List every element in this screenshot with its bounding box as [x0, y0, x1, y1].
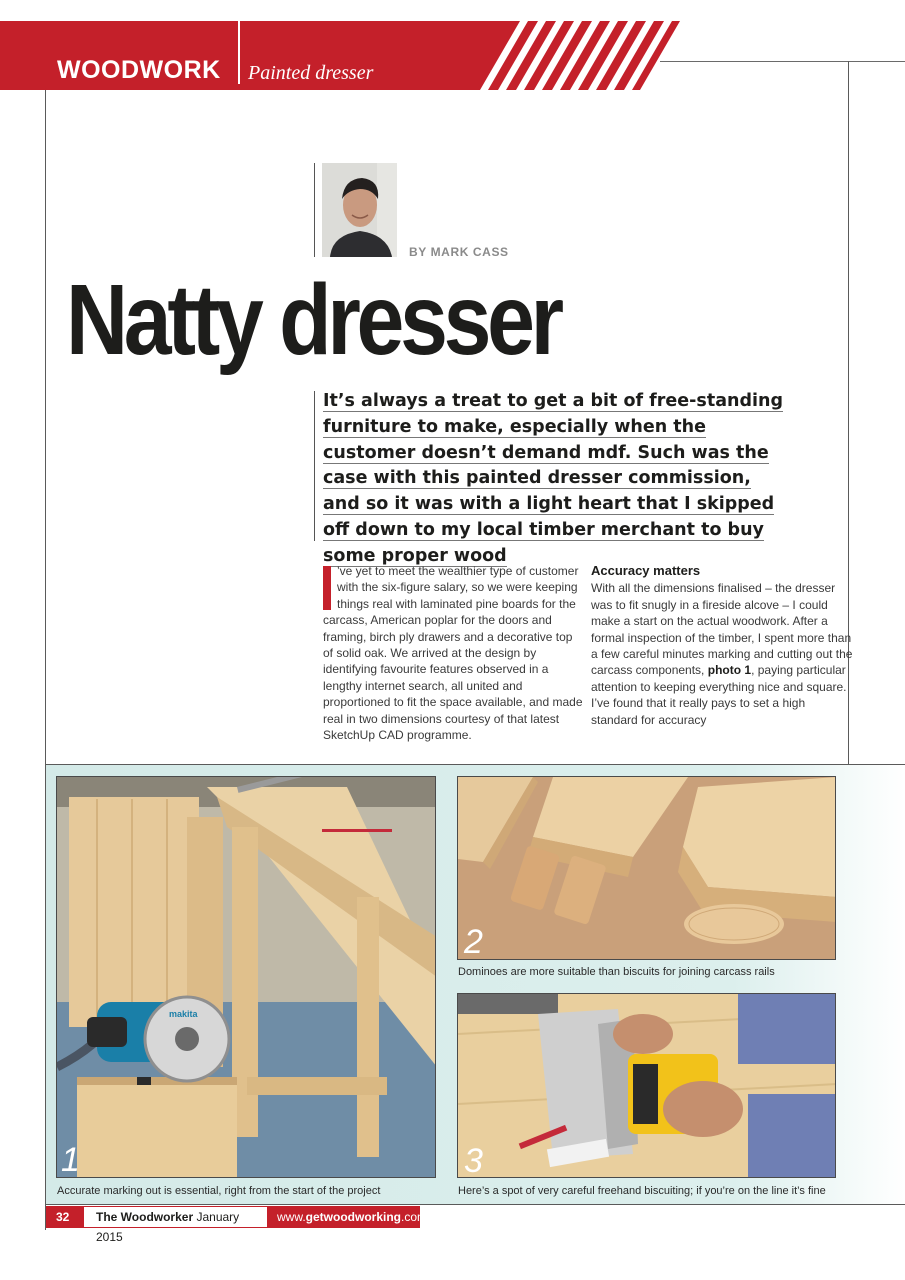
photo-2-number: 2: [464, 923, 483, 960]
intro-paragraph: ’ve yet to meet the wealthier type of customer with the six-figure salary, so we were keeping things real with laminated pine boards for the carcass, American poplar for the doors and framing, birch ply drawers and a decorative top of solid oak. We arrived at the design by identifying favourite features observed in a lengthy internet search, all united and proportioned to fit the space available, and made real in two dimensions courtesy of that latest SketchUp CAD programme.: [323, 564, 583, 743]
website-link[interactable]: [268, 1206, 428, 1228]
section-subtitle: Painted dresser: [248, 62, 374, 84]
header-divider: [238, 21, 240, 84]
magazine-title: The Woodworker: [96, 1210, 194, 1224]
paragraph-2-end: , paying particular attention to keeping everything nice and square. I’ve found that it really pays to set a high standard for accuracy: [591, 663, 847, 727]
footer-rule: [46, 1204, 905, 1205]
photo-1-caption: Accurate marking out is essential, right from the start of the project: [57, 1185, 381, 1197]
standfirst: [323, 389, 793, 570]
subhead-accuracy: Accuracy matters: [591, 563, 701, 578]
standfirst-text: It’s always a treat to get a bit of free-standing furniture to make, especially when the customer doesn’t demand mdf. Such was the case with this painted dresser commission, and so it was with a light heart that I skipped off down to my local timber merchant to buy some proper wood: [323, 391, 783, 566]
photo-2-illustration: [458, 777, 836, 960]
standfirst-rule: [314, 391, 315, 541]
byline: BY MARK CASS: [409, 245, 509, 259]
photo-2: [457, 776, 836, 960]
page-number: 32: [46, 1206, 84, 1228]
section-label: WOODWORK: [57, 56, 221, 84]
photo-3-caption: Here’s a spot of very careful freehand biscuiting; if you’re on the line it’s fine: [458, 1185, 826, 1197]
body-column-left: [323, 563, 585, 743]
photo-reference: photo 1: [707, 663, 752, 678]
body-column-right: [591, 563, 853, 728]
header-stripes: [480, 21, 680, 90]
photo-2-caption: Dominoes are more suitable than biscuits for joining carcass rails: [458, 966, 775, 978]
magazine-issue: [84, 1206, 268, 1244]
issue-date: January 2015: [96, 1210, 240, 1244]
panel-top-rule: [46, 764, 905, 765]
author-portrait: [322, 163, 397, 257]
url-prefix: www.: [277, 1210, 306, 1224]
photo-1-number: 1: [61, 1141, 80, 1178]
photo-1-illustration: [57, 777, 436, 1178]
photo-3: [457, 993, 836, 1178]
saw-brand-label: makita: [169, 1009, 198, 1019]
url-suffix: .com: [401, 1210, 428, 1224]
headline: Natty dresser: [66, 264, 560, 376]
url-domain: getwoodworking: [305, 1210, 401, 1224]
photo-3-number: 3: [464, 1142, 483, 1178]
photo-3-illustration: [458, 994, 836, 1178]
drop-cap: [323, 566, 331, 610]
author-portrait-illustration: [322, 163, 397, 257]
author-rule: [314, 163, 315, 257]
header-rule: [660, 61, 905, 62]
photo-1: [56, 776, 436, 1178]
paragraph-2-start: With all the dimensions finalised – the dresser was to fit snugly in a fireside alcove – I could make a start on the actual woodwork. After a formal inspection of the timber, I spent more than a few careful minutes marking and cutting out the carcass components,: [591, 581, 853, 678]
